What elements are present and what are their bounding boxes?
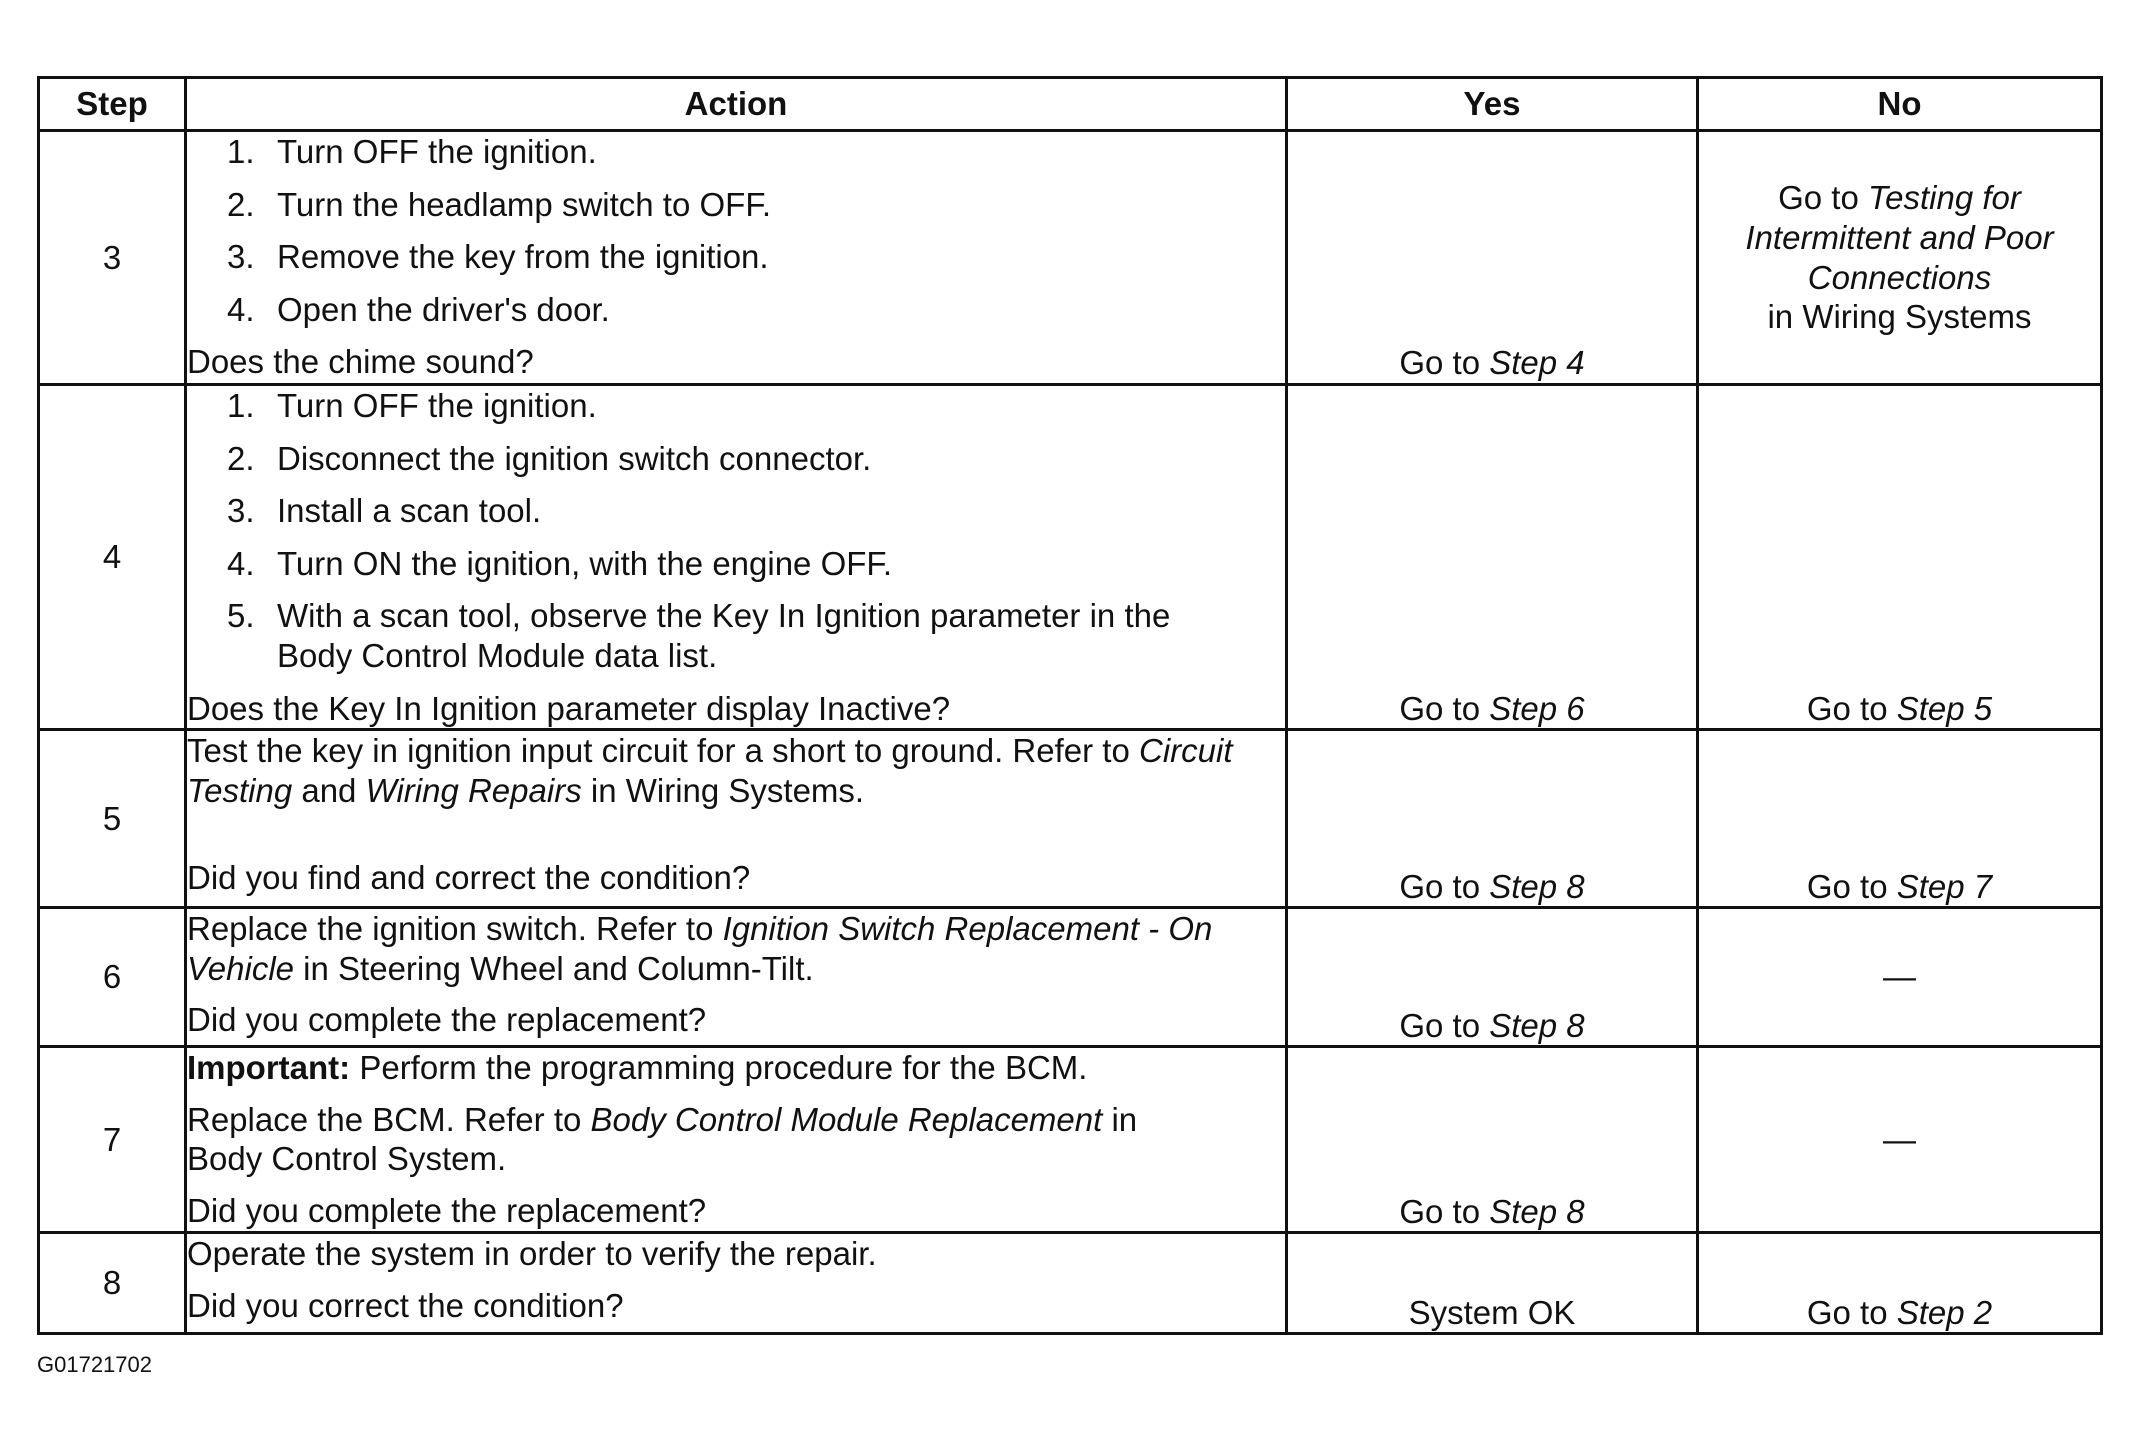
action-question: Did you find and correct the condition?: [187, 859, 751, 897]
table-row: [39, 730, 2102, 908]
list-item: 2. Disconnect the ignition switch connector.: [227, 439, 872, 477]
list-item: 2. Turn the headlamp switch to OFF.: [227, 185, 771, 223]
important-note: Important: Perform the programming procedure for the BCM.: [187, 1049, 1088, 1087]
step-number: 8: [39, 1233, 186, 1334]
no-cell: Go to Step 2: [1698, 1233, 2102, 1334]
action-question: Did you complete the replacement?: [187, 1001, 707, 1039]
no-cell: Go to Testing for Intermittent and Poor Connections in Wiring Systems: [1698, 131, 2102, 385]
list-item: 5. With a scan tool, observe the Key In Ignition parameter in the Body Control Module data list.: [227, 597, 1171, 674]
no-cell: Go to Step 7: [1698, 730, 2102, 908]
table-row: [39, 385, 2102, 730]
no-cell: Go to Step 5: [1698, 385, 2102, 730]
action-question: Did you complete the replacement?: [187, 1191, 707, 1229]
action-question: Does the Key In Ignition parameter display Inactive?: [187, 689, 951, 727]
yes-cell: Go to Step 8: [1287, 1047, 1698, 1233]
list-item: 1. Turn OFF the ignition.: [227, 133, 597, 170]
action-text: Replace the ignition switch. Refer to Ignition Switch Replacement - On Vehicle in Steering Wheel and Column-Tilt.: [187, 910, 1213, 987]
header-step: Step: [39, 78, 186, 131]
list-item: 1. Turn OFF the ignition.: [227, 387, 597, 424]
action-cell: [186, 1233, 1287, 1334]
table-row: [39, 1047, 2102, 1233]
action-text: Operate the system in order to verify the repair.: [187, 1235, 877, 1273]
action-cell: [186, 730, 1287, 908]
yes-cell: Go to Step 6: [1287, 385, 1698, 730]
action-question: Does the chime sound?: [187, 343, 534, 381]
step-number: 7: [39, 1047, 186, 1233]
yes-cell: Go to Step 8: [1287, 908, 1698, 1047]
action-list: [187, 132, 1285, 329]
figure-id: G01721702: [37, 1352, 152, 1377]
action-text: Test the key in ignition input circuit for a short to ground. Refer to Circuit Testing and Wiring Repairs in Wiring Systems.: [187, 732, 1233, 809]
step-number: 3: [39, 131, 186, 385]
action-text: Replace the BCM. Refer to Body Control Module Replacement in Body Control System.: [187, 1100, 1138, 1178]
list-item: 4. Turn ON the ignition, with the engine OFF.: [227, 544, 893, 582]
header-action: Action: [186, 78, 1287, 131]
diagnostic-table: [37, 76, 2103, 1335]
no-cell: —: [1698, 1047, 2102, 1233]
action-cell: [186, 1047, 1287, 1233]
yes-cell: System OK: [1287, 1233, 1698, 1334]
header-yes: Yes: [1287, 78, 1698, 131]
list-item: 3. Remove the key from the ignition.: [227, 238, 769, 276]
table-row: [39, 908, 2102, 1047]
table-row: [39, 131, 2102, 385]
step-number: 4: [39, 385, 186, 730]
list-item: 3. Install a scan tool.: [227, 492, 542, 530]
yes-cell: Go to Step 4: [1287, 131, 1698, 385]
step-number: 5: [39, 730, 186, 908]
action-cell: [186, 131, 1287, 385]
action-question: Did you correct the condition?: [187, 1286, 624, 1324]
action-cell: [186, 908, 1287, 1047]
step-number: 6: [39, 908, 186, 1047]
action-list: [187, 386, 1285, 676]
yes-cell: Go to Step 8: [1287, 730, 1698, 908]
no-cell: —: [1698, 908, 2102, 1047]
table-row: [39, 1233, 2102, 1334]
list-item: 4. Open the driver's door.: [227, 290, 610, 328]
header-row: [39, 78, 2102, 131]
header-no: No: [1698, 78, 2102, 131]
action-cell: [186, 385, 1287, 730]
